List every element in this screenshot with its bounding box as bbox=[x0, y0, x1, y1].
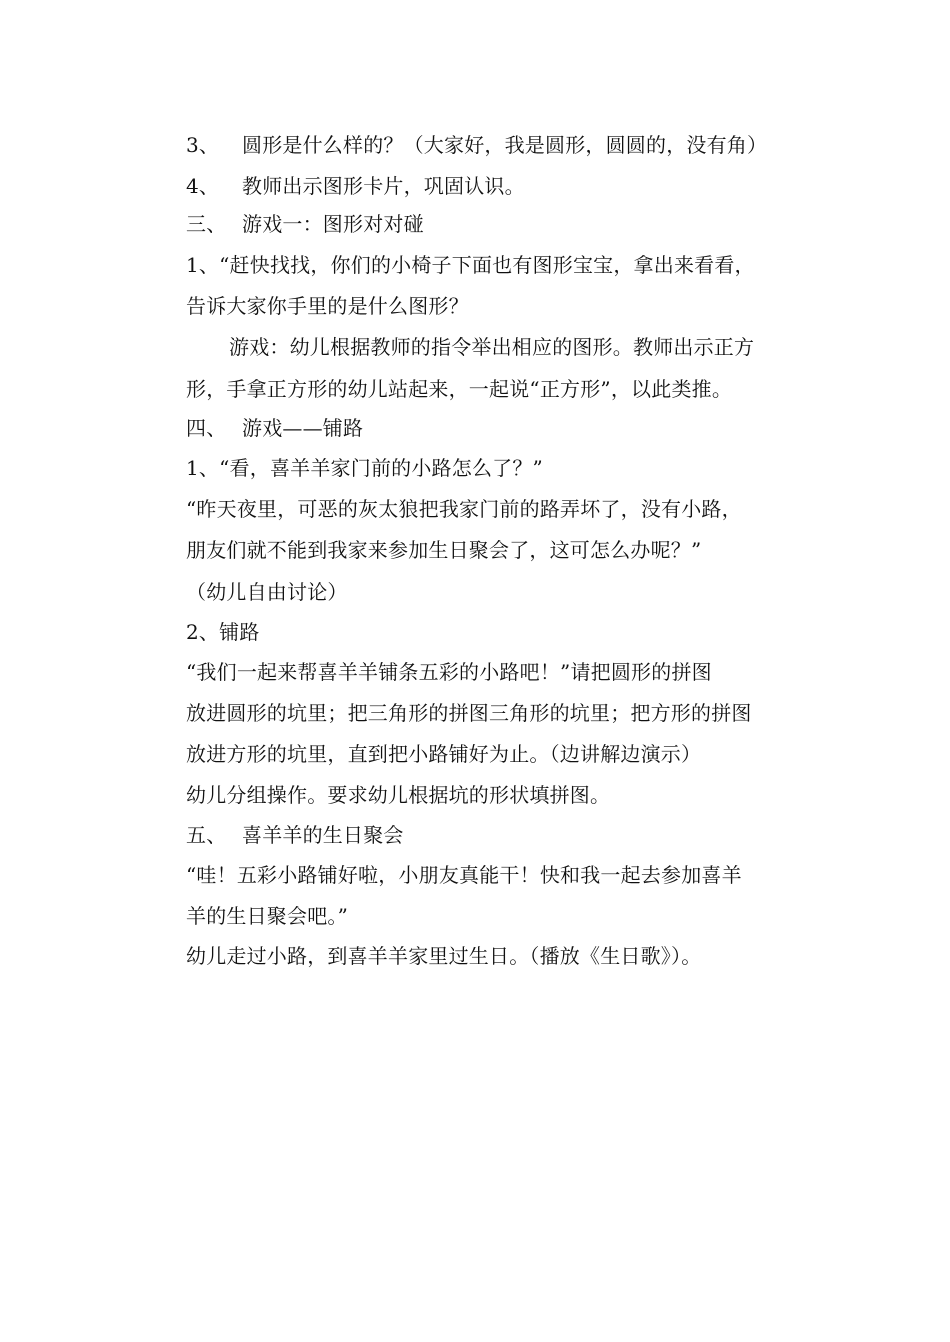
section-heading-4 bbox=[186, 416, 806, 440]
text-line: 告诉大家你手里的是什么图形？ bbox=[186, 294, 469, 318]
item-number: 4、 bbox=[186, 174, 220, 198]
section-title: 游戏——铺路 bbox=[242, 416, 364, 440]
section-title: 游戏一：图形对对碰 bbox=[242, 212, 424, 236]
text-line: 羊的生日聚会吧。” bbox=[186, 904, 349, 928]
section-heading-3 bbox=[186, 212, 806, 236]
item-text: 教师出示图形卡片，巩固认识。 bbox=[242, 174, 525, 198]
text-line: “哇！五彩小路铺好啦，小朋友真能干！快和我一起去参加喜羊 bbox=[186, 863, 742, 887]
list-item-3 bbox=[186, 133, 806, 157]
paragraph-indented: 游戏：幼儿根据教师的指令举出相应的图形。教师出示正方 bbox=[229, 335, 755, 359]
section-number: 五、 bbox=[186, 823, 227, 847]
item-text: 圆形是什么样的？（大家好，我是圆形，圆圆的，没有角） bbox=[242, 133, 768, 157]
section-number: 四、 bbox=[186, 416, 227, 440]
text-line: 幼儿走过小路，到喜羊羊家里过生日。（播放《生日歌》）。 bbox=[186, 944, 702, 968]
text-line: “我们一起来帮喜羊羊铺条五彩的小路吧！”请把圆形的拼图 bbox=[186, 660, 712, 684]
text-line: 1、“赶快找找，你们的小椅子下面也有图形宝宝，拿出来看看， bbox=[186, 253, 755, 277]
text-line: （幼儿自由讨论） bbox=[186, 580, 348, 604]
section-title: 喜羊羊的生日聚会 bbox=[242, 823, 404, 847]
text-line: 2、铺路 bbox=[186, 620, 260, 644]
item-number: 3、 bbox=[186, 133, 220, 157]
text-line: 1、“看，喜羊羊家门前的小路怎么了？” bbox=[186, 456, 543, 480]
text-line: 放进方形的坑里，直到把小路铺好为止。（边讲解边演示） bbox=[186, 742, 702, 766]
section-number: 三、 bbox=[186, 212, 227, 236]
text-line: 形，手拿正方形的幼儿站起来，一起说“正方形”，以此类推。 bbox=[186, 377, 733, 401]
text-line: 放进圆形的坑里；把三角形的拼图三角形的坑里；把方形的拼图 bbox=[186, 701, 752, 725]
text-line: 朋友们就不能到我家来参加生日聚会了，这可怎么办呢？” bbox=[186, 538, 702, 562]
text-line: 幼儿分组操作。要求幼儿根据坑的形状填拼图。 bbox=[186, 783, 611, 807]
list-item-4 bbox=[186, 174, 806, 198]
section-heading-5 bbox=[186, 823, 806, 847]
text-line: “昨天夜里，可恶的灰太狼把我家门前的路弄坏了，没有小路， bbox=[186, 497, 742, 521]
